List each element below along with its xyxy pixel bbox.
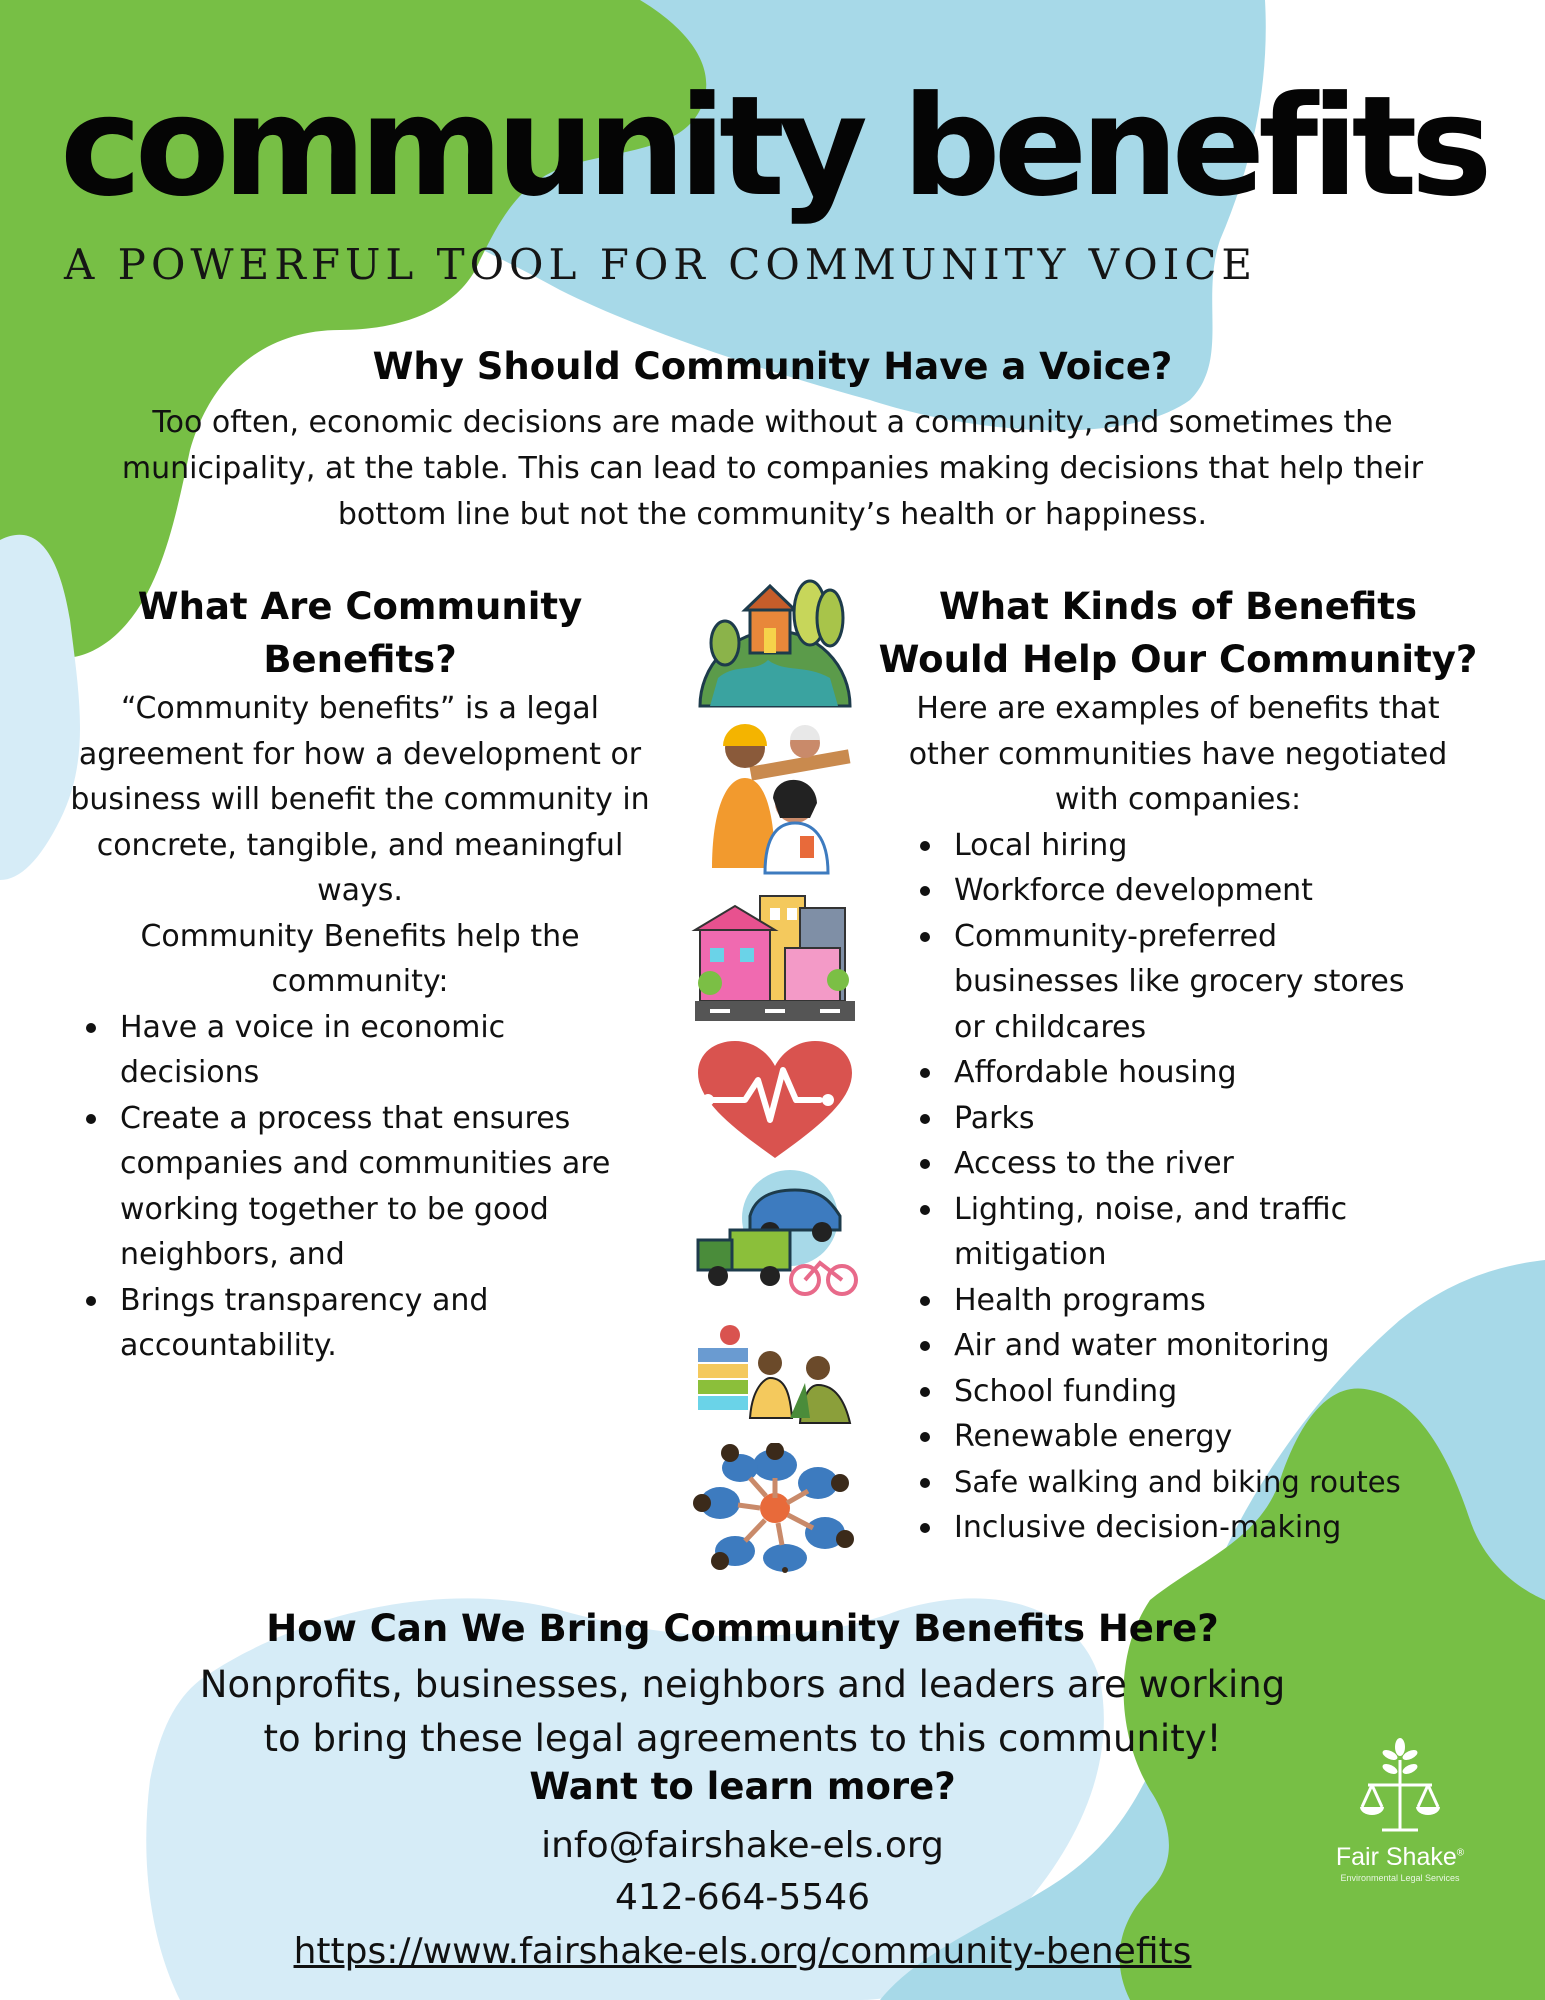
how-heading: How Can We Bring Community Benefits Here? [266, 1607, 1219, 1650]
logo-registered-mark: ® [1456, 1847, 1465, 1859]
page-title: community benefits [60, 66, 1486, 227]
workers-icon [690, 718, 860, 878]
website-link[interactable]: https://www.fairshake-els.org/community-benefits [293, 1931, 1192, 1972]
logo-name: Fair Shake [1335, 1843, 1457, 1871]
vehicles-icon [690, 1168, 860, 1303]
contact-url [80, 1926, 1405, 1978]
list-item: Lighting, noise, and traffic mitigation [954, 1187, 1478, 1278]
list-item: School funding [954, 1369, 1478, 1415]
list-item: Health programs [954, 1278, 1478, 1324]
list-item: Inclusive decision-making [954, 1505, 1478, 1551]
heart-health-icon [690, 1038, 860, 1163]
list-item: Brings transparency and accountability. [120, 1278, 660, 1369]
what-list [60, 1005, 660, 1369]
list-item: Create a process that ensures companies and communities are working together to be good neighbors, and [120, 1096, 660, 1278]
scales-of-justice-icon [1310, 1735, 1490, 1843]
list-item: Community-preferred businesses like grocery stores or childcares [954, 914, 1478, 1051]
logo-wordmark [1310, 1843, 1490, 1872]
list-item: Renewable energy [954, 1414, 1478, 1460]
learn-more-heading: Want to learn more? [529, 1765, 956, 1808]
what-intro: Community Benefits help the community: [140, 918, 580, 999]
contact-phone: 412-664-5546 [614, 1877, 871, 1918]
list-item: Air and water monitoring [954, 1323, 1478, 1369]
logo-tagline: Environmental Legal Services [1340, 1873, 1460, 1883]
page-subtitle: A POWERFUL TOOL FOR COMMUNITY VOICE [64, 240, 1258, 289]
what-section [60, 580, 660, 1369]
list-item: Workforce development [954, 868, 1478, 914]
kinds-section [878, 580, 1478, 1551]
how-paragraph: Nonprofits, businesses, neighbors and leaders are working to bring these legal agreements to this community! [199, 1663, 1286, 1760]
list-item: Safe walking and biking routes [954, 1460, 1478, 1506]
list-item: Parks [954, 1096, 1478, 1142]
email-link[interactable]: info@fairshake-els.org [541, 1825, 944, 1866]
why-paragraph: Too often, economic decisions are made without a community, and sometimes the municipality, at the table. This can lead to companies making decisions that help their bottom line but not the community’s health or happiness. [121, 405, 1424, 532]
kinds-intro: Here are examples of benefits that other communities have negotiated with companies: [908, 691, 1448, 817]
kinds-heading: What Kinds of Benefits Would Help Our Community? [878, 585, 1478, 681]
what-definition: “Community benefits” is a legal agreement for how a development or business will benefit the community in concrete, tangible, and meaningful ways. [70, 691, 650, 908]
list-item: Have a voice in economic decisions [120, 1005, 660, 1096]
list-item: Access to the river [954, 1141, 1478, 1187]
what-heading: What Are Community Benefits? [137, 585, 583, 681]
fair-shake-logo [1310, 1735, 1490, 1883]
illustration-column [690, 578, 860, 1558]
contact-email [80, 1820, 1405, 1872]
list-item: Local hiring [954, 823, 1478, 869]
buildings-icon [690, 888, 860, 1023]
list-item: Affordable housing [954, 1050, 1478, 1096]
globe-house-icon [690, 578, 860, 708]
people-circle-icon [690, 1443, 860, 1573]
students-icon [690, 1323, 860, 1433]
kinds-list [878, 823, 1478, 1551]
why-heading: Why Should Community Have a Voice? [372, 345, 1173, 388]
